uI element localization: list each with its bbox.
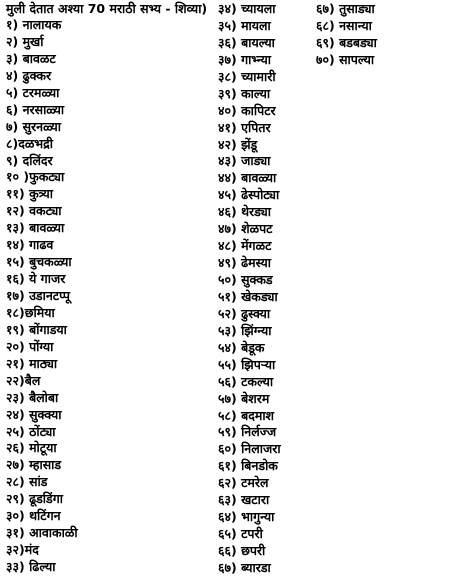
- list-item: १० )फुकट्या: [6, 169, 65, 185]
- list-item: १८)छमिया: [6, 304, 55, 320]
- list-item: १६) ये गाजर: [6, 271, 66, 287]
- column-2-list: [218, 1, 281, 577]
- document-title: मुली देतात अश्या 70 मराठी सभ्य - शिव्या): [6, 1, 208, 16]
- list-item: ६७) तुसाड्या: [316, 1, 375, 16]
- list-item: ३६) बायल्या: [218, 34, 275, 50]
- list-item: २१) माठ्या: [6, 355, 58, 371]
- list-item: ५९) निर्लज्ज: [218, 424, 277, 440]
- list-item: ५०) सुक्कड: [218, 272, 273, 287]
- list-item: ८)दळभद्री: [6, 135, 54, 151]
- list-item: ५५) झिपऱ्या: [218, 356, 276, 372]
- list-item: २५) ठोंट्या: [6, 423, 56, 439]
- list-item: १९) बोंगाडया: [6, 321, 67, 337]
- list-item: १५) बुचकळ्या: [6, 254, 72, 270]
- list-item: ६) नरसाळ्या: [6, 101, 65, 117]
- list-item: ४९) ढेमस्या: [218, 255, 271, 271]
- list-item: ५६) टकल्या: [218, 373, 274, 389]
- list-item: ६३) खटारा: [218, 492, 270, 508]
- list-item: ९) दलिंदर: [6, 152, 53, 168]
- list-item: ३१) आवाकाळी: [6, 525, 78, 541]
- list-item: १४) गाढव: [6, 237, 54, 253]
- list-item: ४७) शेळपट: [218, 221, 273, 237]
- list-item: ६०) निलाजरा: [218, 441, 281, 457]
- list-item: ३) बावळट: [6, 50, 56, 66]
- list-item: १७) उडानटप्पू: [6, 288, 71, 303]
- list-item: ५८) बदमाश: [218, 407, 275, 423]
- list-item: ३७) गाभ्न्या: [218, 51, 272, 67]
- list-item: ५३) झिंग्न्या: [218, 322, 272, 338]
- list-item: २९) ढूडडिंगा: [6, 491, 63, 507]
- list-item: ५१) खेकड्या: [218, 288, 278, 304]
- list-item: ६७) ब्यारडा: [218, 559, 271, 575]
- list-item: ११) कुत्र्या: [6, 186, 53, 202]
- list-item: २६) मोटूया: [6, 440, 57, 456]
- list-item: ५७) बेशरम: [218, 390, 270, 406]
- list-item: ३२)मंद: [6, 542, 39, 558]
- list-item: ४१) एपितर: [218, 119, 271, 135]
- list-item: ४५) ढेस्पोट्या: [218, 187, 280, 203]
- list-item: ७) सुरनळ्या: [6, 118, 61, 134]
- list-item: ४२) झेंडू: [218, 136, 258, 152]
- list-item: ४०) कापिटर: [218, 102, 276, 118]
- list-item: ७०) सापल्या: [316, 51, 375, 67]
- list-item: ३५) मायला: [218, 17, 271, 33]
- list-item: १३) बावळ्या: [6, 220, 65, 236]
- list-item: ५४) बेडूक: [218, 339, 265, 355]
- list-item: ६९) बडबड्या: [316, 34, 377, 50]
- list-item: २७) म्हासाड: [6, 457, 62, 473]
- list-item: ५२) ढुस्क्या: [218, 305, 271, 321]
- list-item: ४६) थेरड्या: [218, 204, 271, 220]
- list-item: ३८) च्यामारी: [218, 68, 276, 84]
- list-item: ६१) बिनडोक: [218, 458, 278, 474]
- list-item: २२)बैल: [6, 372, 41, 388]
- list-item: ३०) थटिंगन: [6, 508, 61, 524]
- column-1-list: [6, 17, 78, 576]
- list-item: २०) पोंग्या: [6, 338, 54, 354]
- list-item: ६६) छपरी: [218, 543, 266, 558]
- list-item: २८) सांड: [6, 474, 48, 490]
- list-item: ५) टरमळ्या: [6, 84, 60, 100]
- list-item: ३४) च्यायला: [218, 1, 276, 16]
- list-item: १) नालायक: [6, 17, 62, 32]
- list-item: ६४) भागुन्या: [218, 509, 275, 525]
- list-item: ४८) मेंगळट: [218, 238, 272, 254]
- list-item: ३३) ढिल्या: [6, 559, 56, 574]
- column-3-list: [316, 1, 377, 69]
- list-item: २) मुर्खा: [6, 33, 44, 49]
- list-item: ४३) जाड्या: [218, 153, 271, 169]
- list-item: ३९) काल्या: [218, 85, 271, 101]
- list-item: २४) सुक्क्या: [6, 406, 62, 422]
- list-item: ६५) टपरी: [218, 526, 263, 542]
- list-item: २३) बैलोबा: [6, 389, 59, 405]
- list-item: १२) वकट्या: [6, 203, 62, 219]
- list-item: ४) ढुक्कर: [6, 67, 52, 83]
- list-item: ६२) टमरेल: [218, 475, 269, 491]
- list-item: ६८) नसान्या: [316, 17, 372, 33]
- list-item: ४४) बावळ्या: [218, 170, 277, 186]
